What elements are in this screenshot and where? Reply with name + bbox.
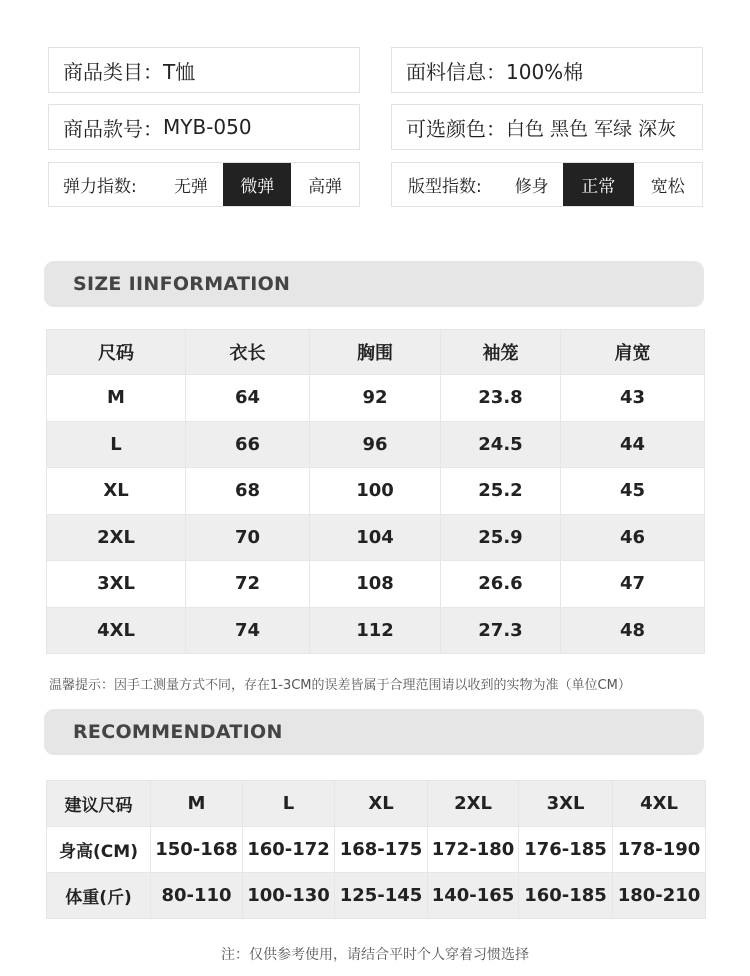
recommendation-section-title: RECOMMENDATION (73, 721, 283, 743)
table-row (47, 607, 705, 654)
table-cell: 48 (561, 607, 705, 654)
table-cell: 100 (310, 468, 441, 515)
table-cell: 160-185 (519, 873, 613, 919)
fit-option-slim: 修身 (514, 177, 549, 197)
recommendation-section-header (44, 709, 704, 755)
table-cell: 23.8 (441, 375, 561, 422)
table-cell: 43 (561, 375, 705, 422)
table-cell: 25.2 (441, 468, 561, 515)
table-cell: XL (335, 781, 428, 827)
table-cell: 4XL (47, 607, 186, 654)
size-section-title: SIZE IINFORMATION (73, 273, 291, 295)
table-cell: 2XL (428, 781, 519, 827)
elasticity-option-none: 无弹 (173, 177, 208, 197)
elasticity-option-slight: 微弹 (223, 163, 291, 206)
rec-size-label: 建议尺码 (47, 781, 151, 827)
fit-option-regular: 正常 (563, 163, 633, 206)
size-header-shoulder: 肩宽 (561, 330, 705, 375)
size-table-header-row (47, 330, 705, 375)
table-row (47, 514, 705, 561)
info-fabric (391, 47, 703, 93)
table-cell: 178-190 (613, 827, 706, 873)
table-cell: 25.9 (441, 514, 561, 561)
table-cell: 108 (310, 561, 441, 608)
table-cell: XL (47, 468, 186, 515)
table-cell: 46 (561, 514, 705, 561)
table-cell: 3XL (519, 781, 613, 827)
table-cell: 160-172 (243, 827, 335, 873)
table-cell: 27.3 (441, 607, 561, 654)
table-cell: 176-185 (519, 827, 613, 873)
table-cell: 168-175 (335, 827, 428, 873)
table-cell: 44 (561, 421, 705, 468)
table-cell: 47 (561, 561, 705, 608)
footer-note: 注：仅供参考使用，请结合平时个人穿着习惯选择 (221, 947, 529, 963)
rec-size-row (47, 781, 706, 827)
elasticity-option-high: 高弹 (308, 177, 343, 197)
info-category-value: T恤 (163, 59, 196, 84)
table-cell: L (243, 781, 335, 827)
size-table (46, 329, 705, 654)
table-cell: 70 (186, 514, 310, 561)
rec-height-row (47, 827, 706, 873)
info-category (48, 47, 360, 93)
table-cell: 74 (186, 607, 310, 654)
table-cell: M (47, 375, 186, 422)
info-colors-value: 白色 黑色 军绿 深灰 (506, 117, 677, 140)
table-cell: 96 (310, 421, 441, 468)
fit-label: 版型指数: (408, 177, 482, 197)
rec-weight-row (47, 873, 706, 919)
table-cell: 72 (186, 561, 310, 608)
table-cell: 64 (186, 375, 310, 422)
table-cell: 80-110 (151, 873, 243, 919)
info-colors (391, 104, 703, 150)
info-colors-label: 可选颜色： (406, 116, 506, 141)
fit-rating (391, 162, 703, 207)
info-fabric-value: 100%棉 (506, 59, 584, 84)
table-cell: 26.6 (441, 561, 561, 608)
elasticity-label: 弹力指数: (63, 177, 137, 197)
table-cell: 100-130 (243, 873, 335, 919)
info-style-no-value: MYB-050 (163, 115, 252, 139)
rec-weight-label: 体重(斤) (47, 873, 151, 919)
table-cell: 180-210 (613, 873, 706, 919)
table-cell: 2XL (47, 514, 186, 561)
table-cell: 45 (561, 468, 705, 515)
size-header-armhole: 袖笼 (441, 330, 561, 375)
info-fabric-label: 面料信息： (406, 59, 506, 84)
fit-option-loose: 宽松 (650, 177, 685, 197)
info-style-no (48, 104, 360, 150)
size-header-length: 衣长 (186, 330, 310, 375)
size-section-header (44, 261, 704, 307)
table-cell: 3XL (47, 561, 186, 608)
table-row (47, 421, 705, 468)
table-cell: 92 (310, 375, 441, 422)
table-cell: 140-165 (428, 873, 519, 919)
table-cell: 125-145 (335, 873, 428, 919)
table-cell: M (151, 781, 243, 827)
table-row (47, 561, 705, 608)
size-header-chest: 胸围 (310, 330, 441, 375)
rec-height-label: 身高(CM) (47, 827, 151, 873)
table-cell: 24.5 (441, 421, 561, 468)
measurement-tip: 温馨提示：因手工测量方式不同，存在1-3CM的误差皆属于合理范围请以收到的实物为准（单位CM） (49, 678, 631, 693)
table-cell: 112 (310, 607, 441, 654)
table-row (47, 468, 705, 515)
info-style-no-label: 商品款号： (63, 116, 163, 141)
table-cell: 66 (186, 421, 310, 468)
table-row (47, 375, 705, 422)
table-cell: 104 (310, 514, 441, 561)
table-cell: 4XL (613, 781, 706, 827)
elasticity-rating (48, 162, 360, 207)
table-cell: 172-180 (428, 827, 519, 873)
recommendation-table (46, 780, 706, 919)
table-cell: L (47, 421, 186, 468)
size-header-size: 尺码 (47, 330, 186, 375)
info-category-label: 商品类目： (63, 59, 163, 84)
table-cell: 68 (186, 468, 310, 515)
table-cell: 150-168 (151, 827, 243, 873)
